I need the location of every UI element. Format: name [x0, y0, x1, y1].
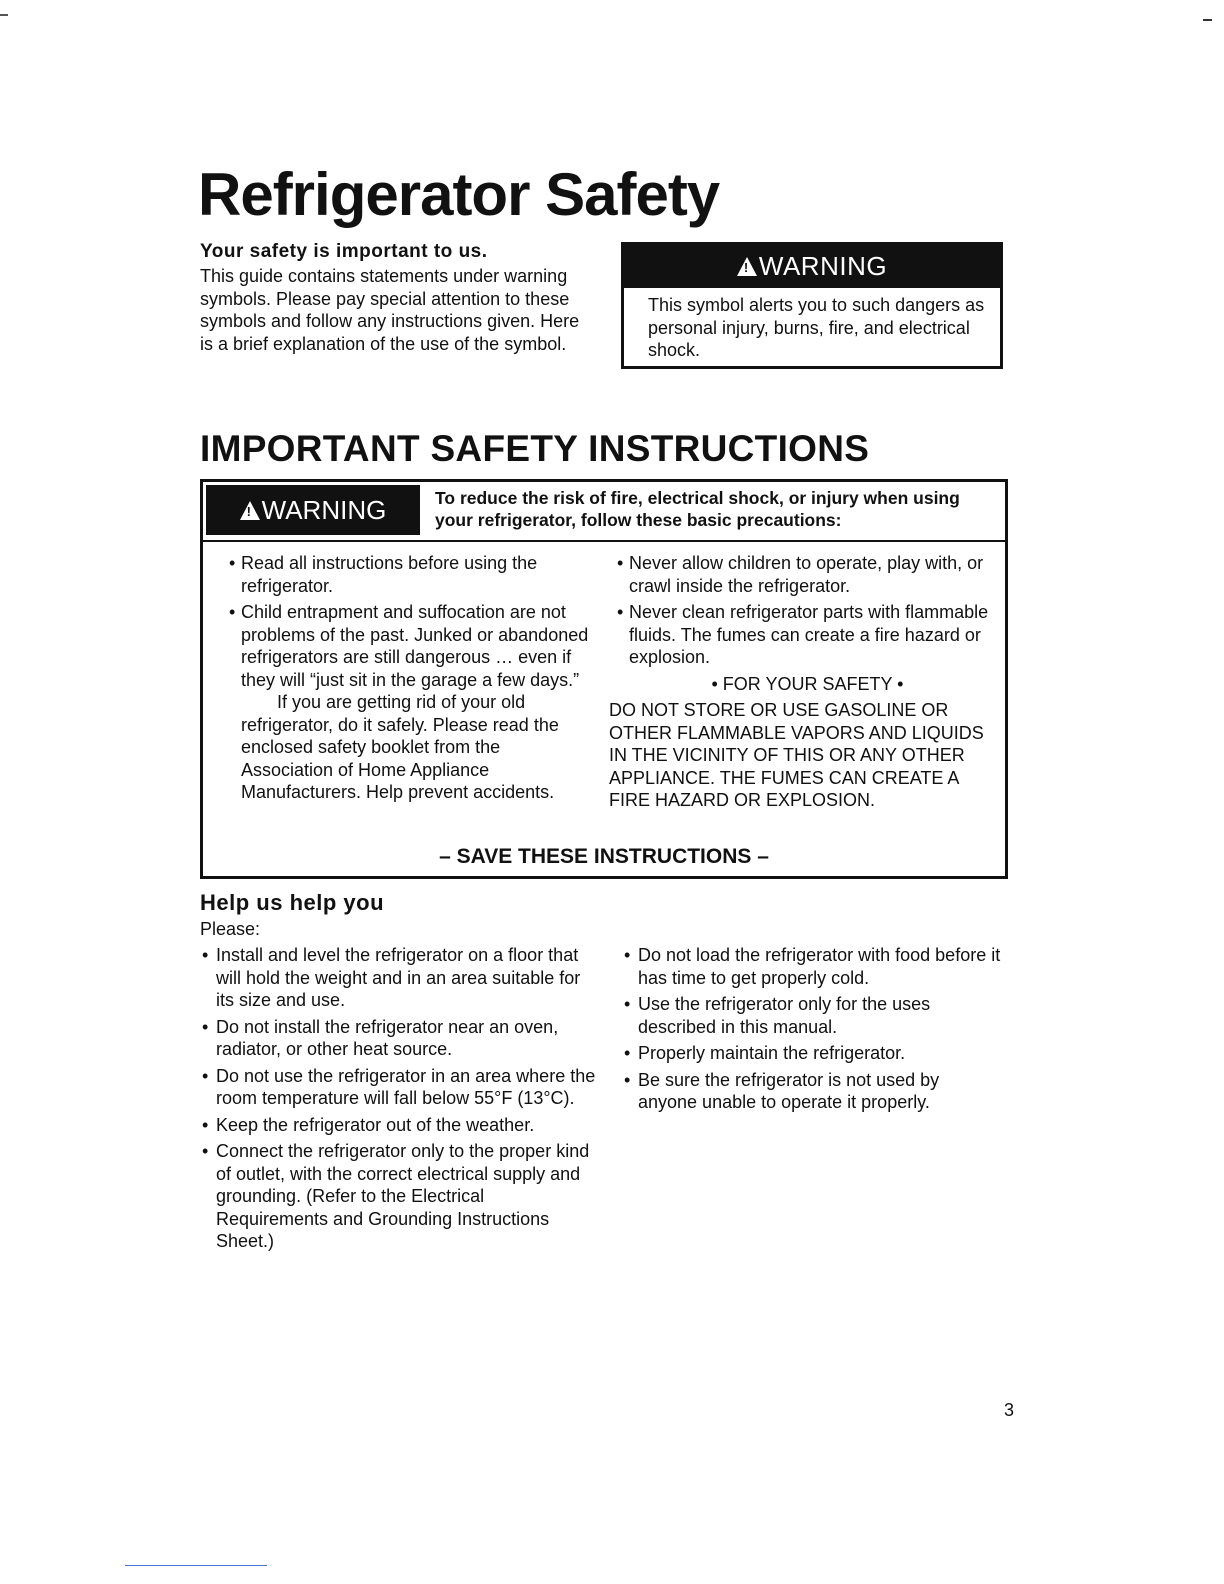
list-item: • Connect the refrigerator only to the proper kind of outlet, with the correct electrical supply and grounding. (Refer to the Electrical Requirements and Grounding Instructions Sheet.) [200, 1140, 600, 1253]
list-item: • Install and level the refrigerator on a floor that will hold the weight and in an area suitable for its size and use. [200, 944, 600, 1012]
list-item: • Properly maintain the refrigerator. [622, 1042, 1002, 1065]
warning-triangle-icon [240, 501, 260, 520]
list-item: • Never clean refrigerator parts with flammable fluids. The fumes can create a fire hazard or explosion. [615, 601, 1000, 669]
safety-box-header [203, 482, 1005, 542]
warning-description: This symbol alerts you to such dangers as personal injury, burns, fire, and electrical shock. [648, 295, 985, 360]
help-left-column [200, 944, 600, 1257]
divider-line [125, 1565, 267, 1566]
safety-heading: IMPORTANT SAFETY INSTRUCTIONS [200, 428, 870, 469]
list-item: • Child entrapment and suffocation are not problems of the past. Junked or abandoned refrigerators are still dangerous … even if they will “just sit in the garage a few days.” [227, 601, 592, 691]
precaution-text: To reduce the risk of fire, electrical shock, or injury when using your refrigerator, follow these basic precautions: [435, 488, 960, 530]
list-item: • Never allow children to operate, play with, or crawl inside the refrigerator. [615, 552, 1000, 597]
intro-section [200, 241, 595, 355]
intro-text: This guide contains statements under warning symbols. Please pay special attention to these symbols and follow any instructions given. Here is a brief explanation of the use of the symbol. [200, 266, 580, 354]
page-title: Refrigerator Safety [198, 161, 720, 228]
gasoline-warning: DO NOT STORE OR USE GASOLINE OR OTHER FLAMMABLE VAPORS AND LIQUIDS IN THE VICINITY OF THIS OR ANY OTHER APPLIANCE. THE FUMES CAN CREATE A FIRE HAZARD OR EXPLOSION. [609, 700, 984, 810]
please-label: Please: [200, 919, 261, 939]
page-number: 3 [1004, 1400, 1015, 1420]
list-item: • Read all instructions before using the refrigerator. [227, 552, 592, 597]
list-item: • Do not install the refrigerator near an oven, radiator, or other heat source. [200, 1016, 600, 1061]
intro-heading: Your safety is important to us. [200, 241, 488, 262]
list-item: • Keep the refrigerator out of the weather. [200, 1114, 600, 1137]
list-item: • Do not load the refrigerator with food before it has time to get properly cold. [622, 944, 1002, 989]
scan-mark [1203, 19, 1212, 21]
warning-triangle-icon [737, 257, 757, 276]
list-item: • Use the refrigerator only for the uses described in this manual. [622, 993, 1002, 1038]
help-right-column [622, 944, 1002, 1118]
for-your-safety-label: • FOR YOUR SAFETY • [711, 673, 904, 694]
safety-right-column [609, 552, 1000, 812]
scan-mark [0, 14, 8, 16]
warning-banner [624, 245, 1000, 288]
save-instructions-label: – SAVE THESE INSTRUCTIONS – [439, 845, 769, 868]
list-item: • Do not use the refrigerator in an area where the room temperature will fall below 55°F (13°C). [200, 1065, 600, 1110]
warning-banner [206, 485, 420, 535]
warning-symbol-box [621, 242, 1003, 369]
safety-left-column [227, 552, 592, 804]
list-item: • Be sure the refrigerator is not used by anyone unable to operate it properly. [622, 1069, 1002, 1114]
safety-instructions-box [200, 479, 1008, 879]
warning-label: WARNING [261, 494, 387, 525]
warning-label: WARNING [758, 251, 888, 281]
help-heading: Help us help you [200, 890, 385, 915]
disposal-paragraph: If you are getting rid of your old refrigerator, do it safely. Please read the enclosed safety booklet from the Association of Home Appliance Manufacturers. Help prevent accidents. [241, 692, 559, 802]
